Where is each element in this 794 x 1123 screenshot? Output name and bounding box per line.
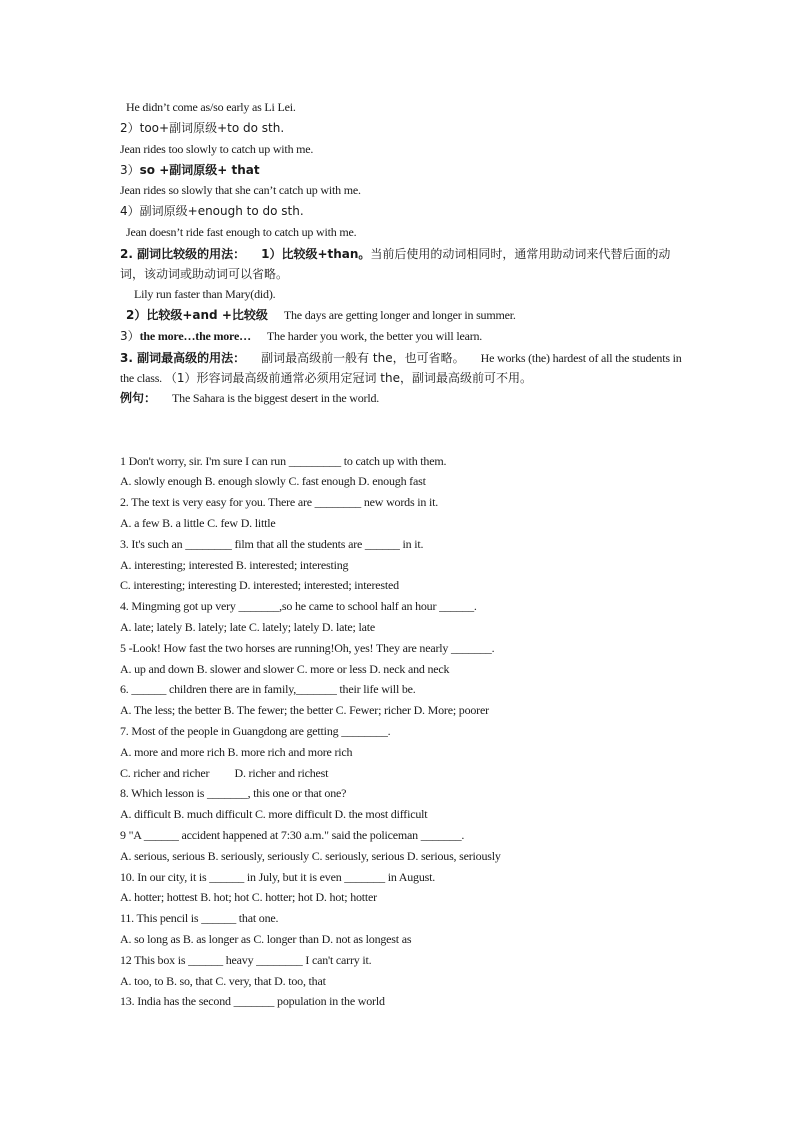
- note-line-5: [120, 182, 688, 198]
- note-text: 4）副词原级+enough to do sth.: [120, 204, 304, 218]
- question-4: 4. Mingming got up very _______,so he came to school half an hour ______.: [120, 599, 477, 613]
- options-3a: A. interesting; interested B. interested; interesting: [120, 558, 349, 572]
- question-8: 8. Which lesson is _______, this one or that one?: [120, 786, 347, 800]
- question-2: 2. The text is very easy for you. There are ________ new words in it.: [120, 495, 439, 509]
- options-3b: C. interesting; interesting D. interested; interested; interested: [120, 578, 399, 592]
- section-heading: 3. 副词最高级的用法：: [120, 351, 246, 365]
- options-11: A. so long as B. as longer as C. longer than D. not as longest as: [120, 932, 412, 946]
- note-subheading: 2）比较级+and +比较级: [126, 308, 268, 322]
- note-line-9: [120, 286, 688, 302]
- note-heading: so +副词原级+ that: [139, 163, 260, 177]
- note-text: 当前后使用的动词相同时，通常用助动词来代替后面的动词，该动词或助动词可以省略。: [120, 247, 671, 281]
- section-heading: 2. 副词比较级的用法：: [120, 247, 246, 261]
- question-12: 12 This box is ______ heavy ________ I can't carry it.: [120, 953, 372, 967]
- question-10: 10. In our city, it is ______ in July, but it is even _______ in August.: [120, 870, 436, 884]
- note-line-7: [120, 224, 688, 240]
- options-12: A. too, to B. so, that C. very, that D. too, that: [120, 974, 326, 988]
- question-1: 1 Don't worry, sir. I'm sure I can run _________ to catch up with them.: [120, 454, 447, 468]
- options-9: A. serious, serious B. seriously, seriously C. seriously, serious D. serious, seriously: [120, 849, 501, 863]
- note-text: 副词最高级前一般有 the，也可省略。: [261, 351, 465, 365]
- example-sentence: The harder you work, the better you will learn.: [266, 329, 483, 343]
- options-7a: A. more and more rich B. more rich and more rich: [120, 745, 353, 759]
- question-11: 11. This pencil is ______ that one.: [120, 911, 279, 925]
- options-6: A. The less; the better B. The fewer; the better C. Fewer; richer D. More; poorer: [120, 703, 489, 717]
- options-8: A. difficult B. much difficult C. more difficult D. the most difficult: [120, 807, 428, 821]
- options-5: A. up and down B. slower and slower C. more or less D. neck and neck: [120, 662, 450, 676]
- note-line-12: [120, 348, 688, 388]
- options-7b: C. richer and richer D. richer and richest: [120, 766, 329, 780]
- note-subheading: the more…the more…: [139, 329, 251, 343]
- note-line-2: [120, 120, 688, 136]
- options-4: A. late; lately B. lately; late C. lately; lately D. late; late: [120, 620, 375, 634]
- options-2: A. a few B. a little C. few D. little: [120, 516, 276, 530]
- question-7: 7. Most of the people in Guangdong are getting ________.: [120, 724, 391, 738]
- note-line-6: [120, 203, 688, 219]
- question-5: 5 -Look! How fast the two horses are running!Oh, yes! They are nearly _______.: [120, 641, 495, 655]
- note-text: Jean rides so slowly that she can’t catch up with me.: [120, 183, 361, 197]
- question-6: 6. ______ children there are in family,_______ their life will be.: [120, 682, 416, 696]
- example-sentence: The days are getting longer and longer in summer.: [283, 308, 516, 322]
- note-line-8: [120, 244, 688, 284]
- note-text: 2）too+副词原级+to do sth.: [120, 121, 285, 135]
- note-line-10: [120, 307, 688, 323]
- question-9: 9 "A ______ accident happened at 7:30 a.m." said the policeman _______.: [120, 828, 465, 842]
- note-number: 3）: [120, 163, 140, 177]
- note-line-1: [120, 99, 688, 115]
- example-label: 例句：: [120, 391, 157, 405]
- example-sentence: He works (the) hardest of all the students in the class.: [120, 351, 682, 385]
- question-13: 13. India has the second _______ population in the world: [120, 994, 385, 1008]
- example-sentence: The Sahara is the biggest desert in the world.: [172, 391, 380, 405]
- question-3: 3. It's such an ________ film that all the students are ______ in it.: [120, 537, 424, 551]
- note-number: 3）: [120, 329, 140, 343]
- note-text: Jean rides too slowly to catch up with me.: [120, 142, 314, 156]
- note-line-4: [120, 162, 688, 178]
- note-line-13: [120, 390, 688, 406]
- note-text: He didn’t come as/so early as Li Lei.: [126, 100, 296, 114]
- note-text: （1）形容词最高级前通常必须用定冠词 the，副词最高级前可不用。: [164, 371, 532, 385]
- options-1: A. slowly enough B. enough slowly C. fast enough D. enough fast: [120, 474, 426, 488]
- note-text: Jean doesn’t ride fast enough to catch up with me.: [126, 225, 357, 239]
- example-sentence: Lily run faster than Mary(did).: [134, 287, 276, 301]
- note-line-11: [120, 328, 688, 344]
- options-10: A. hotter; hottest B. hot; hot C. hotter; hot D. hot; hotter: [120, 890, 377, 904]
- note-line-3: [120, 141, 688, 157]
- note-subheading: 1）比较级+than。: [261, 247, 371, 261]
